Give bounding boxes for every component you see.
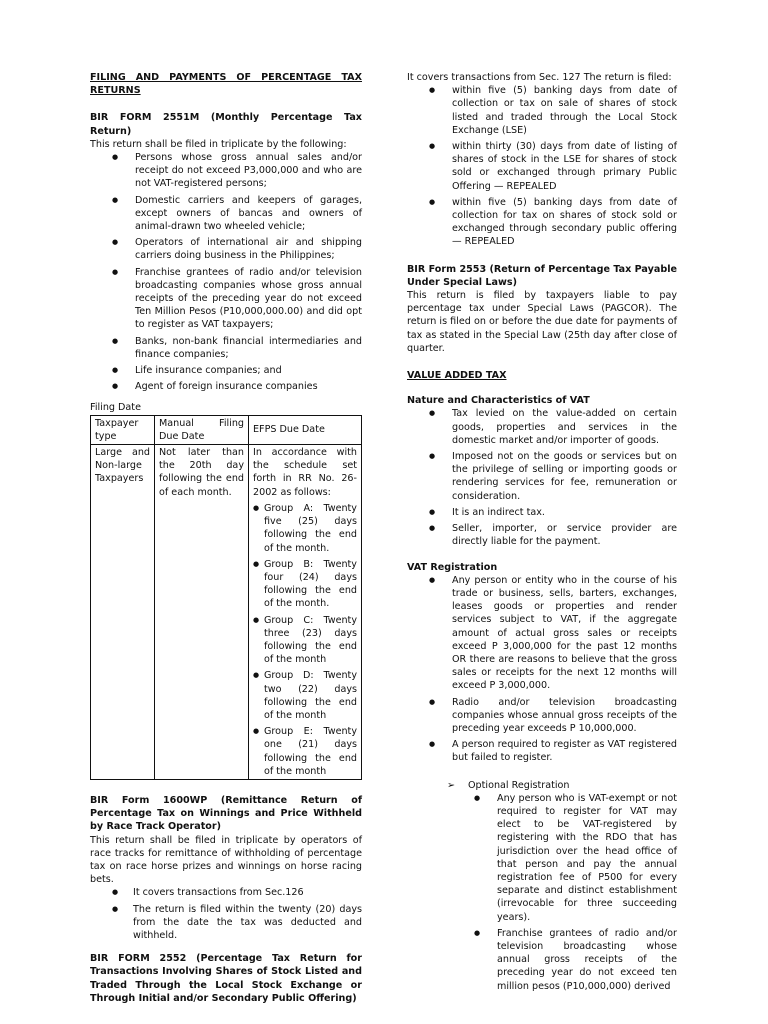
left-column <box>90 71 362 1005</box>
form-1600wp-title: BIR Form 1600WP (Remittance Return of Percentage Tax on Winnings and Price Withheld by Race Track Operator) <box>90 794 362 833</box>
optional-registration-heading <box>407 779 677 792</box>
list-item: ● Group C: Twenty three (23) days following the end of the month <box>253 614 357 667</box>
table-header-cell: Manual Filing Due Date <box>155 415 249 444</box>
right-column <box>407 71 677 996</box>
list-item: ● Tax levied on the value-added on certain goods, properties and services in the domestic market and/or importer of goods. <box>407 407 677 447</box>
optional-registration-list <box>407 792 677 993</box>
list-item: ● within five (5) banking days from date of collection for tax on shares of stock sold or exchanged through secondary public offering — REPEALED <box>407 196 677 249</box>
list-item: ● Franchise grantees of radio and/or television broadcasting companies whose gross annual receipts of the preceding year do not exceed Ten Million Pesos (P10,000,000.00) and did opt to register as VAT taxpayers; <box>90 266 362 332</box>
optional-registration-title: Optional Registration <box>468 779 570 791</box>
form-2552-cont-intro: It covers transactions from Sec. 127 The return is filed: <box>407 72 672 83</box>
vat-nature-title: Nature and Characteristics of VAT <box>407 395 590 407</box>
list-item: ● Banks, non-bank financial intermediaries and finance companies; <box>90 335 362 361</box>
list-item: ● Persons whose gross annual sales and/or receipt do not exceed P3,000,000 and who are not VAT-registered persons; <box>90 151 362 191</box>
form-2551m-intro: This return shall be filed in triplicate by the following: <box>90 138 347 150</box>
list-item: ● It covers transactions from Sec.126 <box>90 886 362 899</box>
table-header-row <box>91 415 362 444</box>
list-item: ● The return is filed within the twenty (20) days from the date the tax was deducted and withheld. <box>90 903 362 943</box>
efps-group-list <box>253 502 357 778</box>
list-item: ● Domestic carriers and keepers of garages, except owners of bancas and owners of animal-drawn two wheeled vehicle; <box>90 194 362 234</box>
form-2551m-title: BIR FORM 2551M (Monthly Percentage Tax Return) <box>90 112 362 137</box>
table-row <box>91 445 362 780</box>
form-1600wp-intro: This return shall be filed in triplicate by operators of race tracks for remittance of withholding of percentage tax on race horse prizes and winnings on horse racing bets. <box>90 834 362 886</box>
taxpayer-type-cell: Large and Non-large Taxpayers <box>91 445 155 780</box>
table-header-cell: Taxpayer type <box>91 415 155 444</box>
section-heading-percentage-tax: FILING AND PAYMENTS OF PERCENTAGE TAX RETURNS <box>90 72 362 97</box>
list-item: ● Radio and/or television broadcasting companies whose annual gross receipts of the preceding year exceeds P 10,000,000. <box>407 696 677 736</box>
list-item: ● Seller, importer, or service provider are directly liable for the payment. <box>407 522 677 548</box>
form-2553-body: This return is filed by taxpayers liable to pay percentage tax under Special Laws (PAGCOR). The return is filed on or before the due date for payments of tax as stated in the Special Law (25th day after close of quarter. <box>407 290 677 354</box>
vat-registration-list <box>407 574 677 765</box>
filing-date-table <box>90 415 362 780</box>
form-2553-title: BIR Form 2553 (Return of Percentage Tax Payable Under Special Laws) <box>407 263 677 288</box>
manual-due-cell: Not later than the 20th day following the end of each month. <box>155 445 249 780</box>
arrow-bullet-icon: ➢ <box>447 779 456 791</box>
list-item: ● within thirty (30) days from date of listing of shares of stock in the LSE for shares of stock sold or exchanged through primary Public Offering — REPEALED <box>407 140 677 193</box>
efps-due-cell <box>249 445 362 780</box>
list-item: ● Life insurance companies; and <box>90 364 362 377</box>
list-item: ● Imposed not on the goods or services but on the privilege of selling or importing goods or rendering services for fee, remuneration or consideration. <box>407 450 677 503</box>
section-heading-vat: VALUE ADDED TAX <box>407 370 507 382</box>
form-1600wp-list <box>90 886 362 942</box>
filing-date-label: Filing Date <box>90 402 141 414</box>
form-2552-title: BIR FORM 2552 (Percentage Tax Return for Transactions Involving Shares of Stock Listed and Traded Through the Local Stock Exchange or Through Initial and/or Secondary Public Offering) <box>90 953 362 1004</box>
form-2551m-list <box>90 151 362 393</box>
list-item: ● Group E: Twenty one (21) days following the end of the month <box>253 725 357 778</box>
list-item: ● A person required to register as VAT registered but failed to register. <box>407 738 677 764</box>
table-header-cell: EFPS Due Date <box>249 415 362 444</box>
vat-nature-list <box>407 407 677 548</box>
list-item: ● Group B: Twenty four (24) days following the end of the month. <box>253 558 357 611</box>
efps-intro: In accordance with the schedule set forth in RR No. 26-2002 as follows: <box>253 447 357 498</box>
list-item: ● Any person or entity who in the course of his trade or business, sells, barters, exchanges, leases goods or properties and render services subject to VAT, if the aggregate amount of actual gross sales or receipts exceed P 3,000,000 for the past 12 months OR there are reasons to believe that the gross sales or receipts for the next 12 months will exceed P 3,000,000. <box>407 574 677 693</box>
list-item: ● Agent of foreign insurance companies <box>90 380 362 393</box>
list-item: ● Any person who is VAT-exempt or not required to register for VAT may elect to be VAT-registered by registering with the RDO that has jurisdiction over the head office of that person and pay the annual registration fee of P500 for every separate and distinct establishment (irrevocable for three succeeding years). <box>407 792 677 924</box>
list-item: ● It is an indirect tax. <box>407 506 677 519</box>
vat-registration-title: VAT Registration <box>407 561 498 573</box>
list-item: ● Group A: Twenty five (25) days following the end of the month. <box>253 502 357 555</box>
list-item: ● within five (5) banking days from date of collection or tax on sale of shares of stock listed and traded through the Local Stock Exchange (LSE) <box>407 84 677 137</box>
form-2552-list <box>407 84 677 248</box>
list-item: ● Operators of international air and shipping carriers doing business in the Philippines; <box>90 236 362 262</box>
list-item: ● Franchise grantees of radio and/or television broadcasting whose annual gross receipts of the preceding year do not exceed ten million pesos (P10,000,000) derived <box>407 927 677 993</box>
list-item: ● Group D: Twenty two (22) days following the end of the month <box>253 669 357 722</box>
